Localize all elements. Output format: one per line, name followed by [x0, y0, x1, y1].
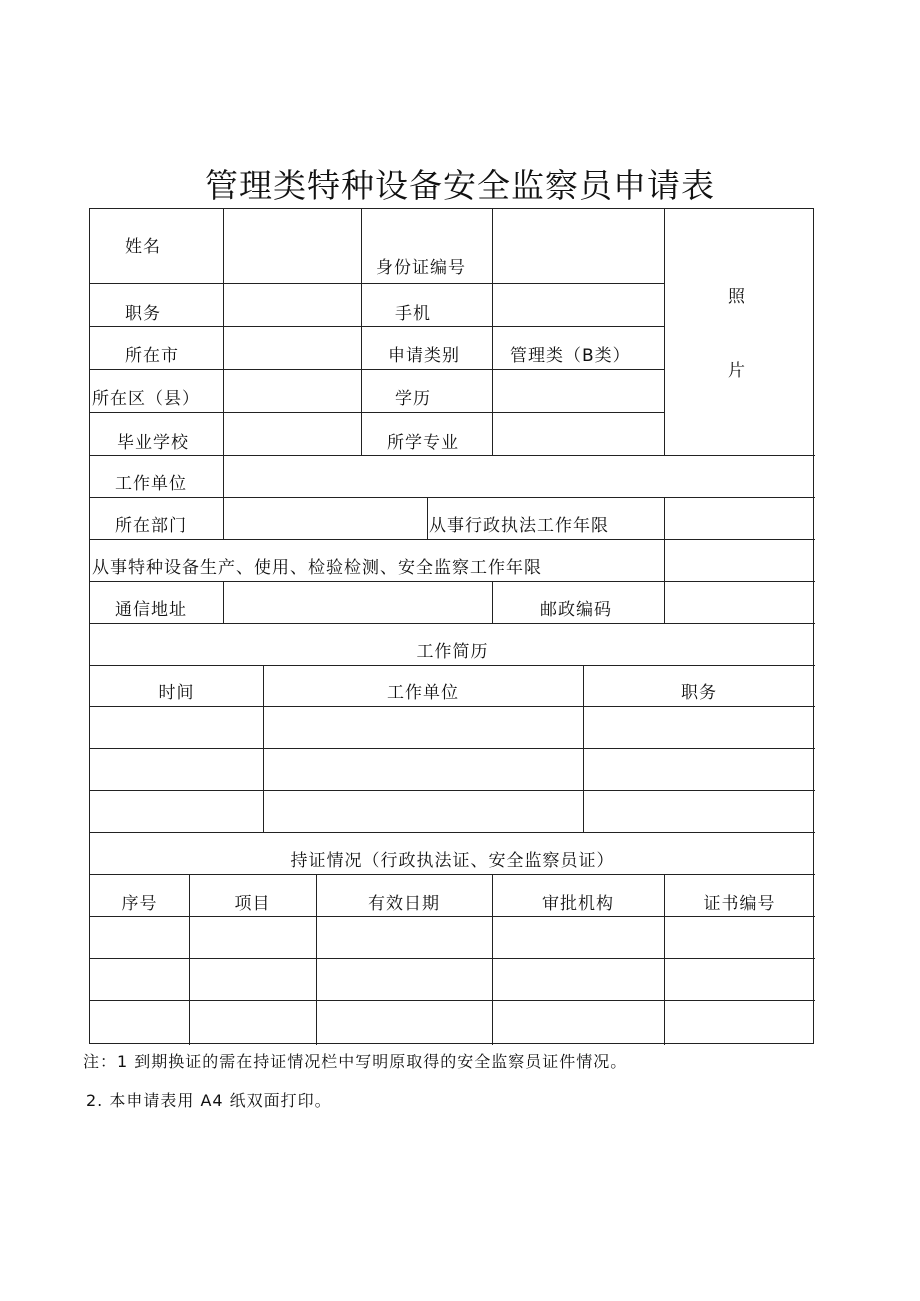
position-label: 职务	[125, 304, 161, 324]
school-label: 毕业学校	[117, 433, 189, 453]
certificates-heading: 持证情况（行政执法证、安全监察员证）	[290, 851, 615, 871]
education-label: 学历	[395, 389, 431, 409]
employer-label: 工作单位	[115, 474, 187, 494]
cert-col-no: 序号	[121, 894, 158, 914]
cert-col-valid-date: 有效日期	[368, 894, 440, 914]
equipment-years-label: 从事特种设备生产、使用、检验检测、安全监察工作年限	[92, 558, 542, 578]
address-label: 通信地址	[115, 600, 187, 620]
name-label: 姓名	[125, 237, 161, 257]
apply-category-label: 申请类别	[388, 346, 460, 366]
photo-label-2: 片	[728, 361, 746, 381]
major-label: 所学专业	[387, 433, 459, 453]
photo-label-1: 照	[728, 287, 746, 307]
work-history-heading: 工作简历	[416, 642, 489, 662]
department-label: 所在部门	[115, 516, 187, 536]
apply-category-value: 管理类（B类）	[510, 346, 631, 366]
work-history-col-time: 时间	[158, 683, 195, 703]
law-years-label: 从事行政执法工作年限	[429, 516, 609, 536]
city-label: 所在市	[125, 346, 179, 366]
cert-col-item: 项目	[234, 894, 271, 914]
postcode-label: 邮政编码	[540, 600, 612, 620]
page-title: 管理类特种设备安全监察员申请表	[205, 166, 715, 205]
district-label: 所在区（县）	[92, 389, 200, 409]
cert-col-number: 证书编号	[703, 894, 776, 914]
work-history-col-employer: 工作单位	[387, 683, 459, 703]
mobile-label: 手机	[395, 304, 431, 324]
cert-col-authority: 审批机构	[542, 894, 614, 914]
work-history-col-position: 职务	[681, 683, 717, 703]
application-form	[89, 208, 814, 1044]
note-1: 注：1 到期换证的需在持证情况栏中写明原取得的安全监察员证件情况。	[83, 1052, 628, 1071]
note-2: 2. 本申请表用 A4 纸双面打印。	[86, 1091, 332, 1110]
id-number-label: 身份证编号	[376, 258, 466, 278]
